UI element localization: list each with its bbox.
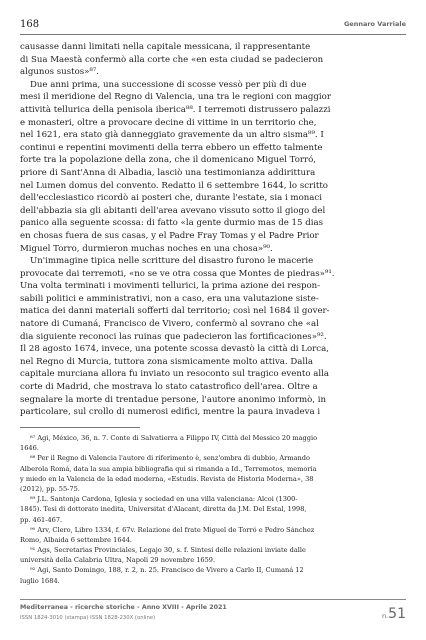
body-line: priore di Sant'Anna di Albadia, lasciò una testimonianza addirittura <box>20 167 316 178</box>
page-number: 168 <box>20 19 40 30</box>
body-line: dia siguiente reconoci las ruinas que padecieron las fortificaciones»⁹². <box>20 331 327 342</box>
footnote-line: pp. 461-467. <box>20 515 63 524</box>
body-line: nel Lumen domus del convento. Redatto il 6 settembre 1644, lo scritto <box>20 180 328 191</box>
body-line: forte tra la popolazione della zona, che il domenicano Miguel Torró, <box>20 155 317 166</box>
body-line: Un'immagine tipica nelle scritture del disastro furono le macerie <box>30 256 314 267</box>
body-line: mesi il meridione del Regno di Valencia, una tra le regioni con maggior <box>20 92 331 103</box>
issue-number-value: 51 <box>388 606 406 622</box>
footnote-line: ⁸⁷ Agi, México, 36, n. 7. Conte di Salvatierra a Filippo IV, Città del Messico 20 maggio <box>30 434 318 442</box>
body-line: Due anni prima, una successione di scosse vessò per più di due <box>30 79 307 90</box>
body-line: en chosas fuera de sus casas, y el Padre Fray Tomas y el Padre Prior <box>20 230 319 241</box>
body-line: provocate dai terremoti, «no se ve otra cossa que Montes de piedras»⁹¹. <box>20 268 335 279</box>
footnote-line: 1845). Tesi di dottorato inedita, Universitat d'Alacant, diretta da J.M. Del Estal, 1998, <box>20 505 307 514</box>
footer-rule <box>20 599 406 600</box>
body-line: Miguel Torro, durmieron muchas noches en una chosa»⁹⁰. <box>20 243 273 254</box>
body-line: e monasteri, oltre a provocare decine di vittime in un territorio che, <box>20 117 317 128</box>
body-line: Il 28 agosto 1674, invece, una potente scossa devastò la città di Lorca, <box>20 344 329 355</box>
header-rule <box>20 34 406 35</box>
body-line: nel Regno di Murcia, tuttora zona sismicamente molto attiva. Dalla <box>20 356 314 367</box>
journal-title: Mediterranea - ricerche storiche - Anno XVIII - Aprile 2021 <box>20 604 227 611</box>
body-line: nel 1621, era stato già danneggiato gravemente da un altro sisma⁸⁹. I <box>20 130 324 141</box>
body-line: attività tellurica della penisola iberica⁸⁸. I terremoti distrussero palazzi <box>20 104 331 115</box>
issue-number <box>382 603 406 622</box>
footnote-line: ⁹² Agi, Santo Domingo, 188, r. 2, n. 25. Francisco de Vivero a Carlo II, Cumaná 12 <box>30 566 304 575</box>
footnote-rule <box>20 427 140 428</box>
footnote-line: università della Calabria Ultra, Napoli 29 novembre 1659. <box>20 556 216 565</box>
body-line: segnalare la morte di trentadue persone, l'autore anonimo informò, in <box>20 394 327 405</box>
footnote-line: ⁹¹ Ags, Secretarias Provinciales, Legajo 30, s. f. Sintesi delle relazioni inviate dalle <box>30 546 306 555</box>
footnote-line: ⁹⁰ Arv, Clero, Libro 1334, f. 67v. Relazione del frate Miguel de Torró e Pedro Sánchez <box>30 525 315 534</box>
body-line: causasse danni limitati nella capitale messicana, il rappresentante <box>20 42 311 52</box>
body-text <box>20 41 406 419</box>
footnote-line: Romo, Albaida 6 settembre 1644. <box>20 535 133 544</box>
footnote-line: y miedo en la Valencia de la edad moderna, «Estudis. Revista de Historia Moderna», 38 <box>20 474 314 483</box>
body-line: algunos sustos»⁸⁷. <box>20 67 100 78</box>
body-line: di Sua Maestà confermò alla corte che «en esta ciudad se padecieron <box>20 54 324 65</box>
issue-number-prefix: n. <box>381 612 389 620</box>
issn-line: ISSN 1824-3010 (stampa) ISSN 1828-230X (online) <box>20 615 156 621</box>
body-line: natore di Cumaná, Francisco de Vivero, confermò al sovrano che «al <box>20 319 319 330</box>
body-line: panico alla seguente scossa: di fatto «la gente durmio mas de 15 dias <box>20 218 323 229</box>
body-line: Una volta terminati i movimenti tellurici, la prima azione dei respon- <box>20 281 321 292</box>
footnote-line: luglio 1684. <box>20 576 60 585</box>
footnote-line: ⁸⁹ J.L. Santonja Cardona, Iglesia y sociedad en una villa valenciana: Alcoi (1300- <box>30 495 298 504</box>
running-header <box>20 19 406 33</box>
body-line: continui e repentini movimenti della terra ebbero un effetto talmente <box>20 142 323 153</box>
footnote-line: Alberola Romá, data la sua ampia bibliografia qui si rimanda a Id., Terremotos, memoria <box>20 464 317 473</box>
body-line: particolare, sul crollo di numerosi edifici, mentre la paura invadeva i <box>20 407 321 418</box>
running-author: Gennaro Varriale <box>343 20 406 28</box>
body-line: dell'abbazia sia gli abitanti dell'area avevano vissuto sotto il giogo del <box>20 205 326 216</box>
footnote-line: ⁸⁸ Per il Regno di Valencia l'autore di riferimento è, senz'ombra di dubbio, Armando <box>30 454 310 463</box>
footnote-line: (2012), pp. 55-75. <box>20 484 80 493</box>
footnote-line: 1646. <box>20 444 39 453</box>
body-line: sabili politici e amministrativi, non a caso, era una valutazione siste- <box>20 293 319 304</box>
body-line: matica dei danni materiali sofferti dal territorio; così nel 1684 il gover- <box>20 306 330 317</box>
body-line: capitale murciana allora fu inviato un resoconto sul tragico evento alla <box>20 369 329 380</box>
footnotes <box>20 433 406 586</box>
body-line: dell'ecclesiastico ricordò ai posteri che, durante l'estate, sia i monaci <box>20 193 322 204</box>
body-line: corte di Madrid, che mostrava lo stato catastrofico dell'area. Oltre a <box>20 382 318 393</box>
